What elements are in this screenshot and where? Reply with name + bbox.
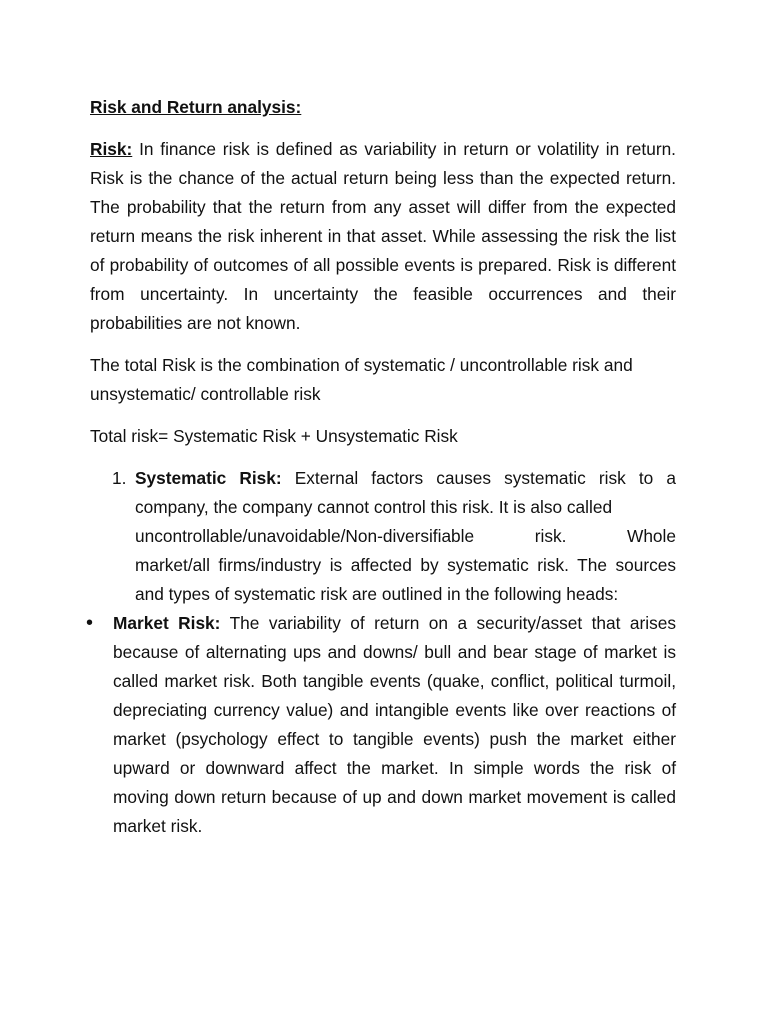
systematic-risk-label: Systematic Risk: [135, 468, 282, 488]
market-risk-label: Market Risk: [113, 613, 221, 633]
list-item-systematic-risk [90, 464, 676, 609]
risk-label: Risk: [90, 139, 133, 159]
total-risk-paragraph: The total Risk is the combination of systematic / uncontrollable risk and unsystematic/ controllable risk [90, 355, 633, 404]
document-title: Risk and Return analysis: [90, 97, 302, 117]
market-risk-text: The variability of return on a security/asset that arises because of alternating ups and downs/ bull and bear stage of market is called market risk. Both tangible events (quake, conflict, political turmoil, depreciating currency value) and intangible events like over reactions of market (psychology effect to tangible events) push the market either upward or downward affect the market. In simple words the risk of moving down return because of up and down market movement is called market risk. [113, 613, 676, 836]
risk-text: In finance risk is defined as variability in return or volatility in return. Risk is the chance of the actual return being less than the expected return. The probability that the return from any asset will differ from the expected return means the risk inherent in that asset. While assessing the risk the list of probability of outcomes of all possible events is prepared. Risk is different from uncertainty. In uncertainty the feasible occurrences and their probabilities are not known. [90, 139, 676, 333]
total-risk-formula: Total risk= Systematic Risk + Unsystematic Risk [90, 426, 458, 446]
risk-paragraph [90, 135, 676, 338]
list-item-market-risk [86, 609, 676, 841]
systematic-line-2: uncontrollable/unavoidable/Non-diversifiable risk. Whole [135, 526, 676, 546]
systematic-line-3: market/all firms/industry is affected by systematic risk. The sources and types of systematic risk are outlined in the following heads: [135, 555, 676, 604]
document-body [86, 93, 676, 841]
list-number: 1. [112, 468, 127, 488]
systematic-line-1 [135, 464, 676, 522]
market-risk-paragraph [113, 609, 676, 841]
systematic-text-1: External factors causes systematic risk to a company, the company cannot control this risk. It is also called [135, 468, 676, 517]
bullet-icon: • [86, 612, 94, 634]
